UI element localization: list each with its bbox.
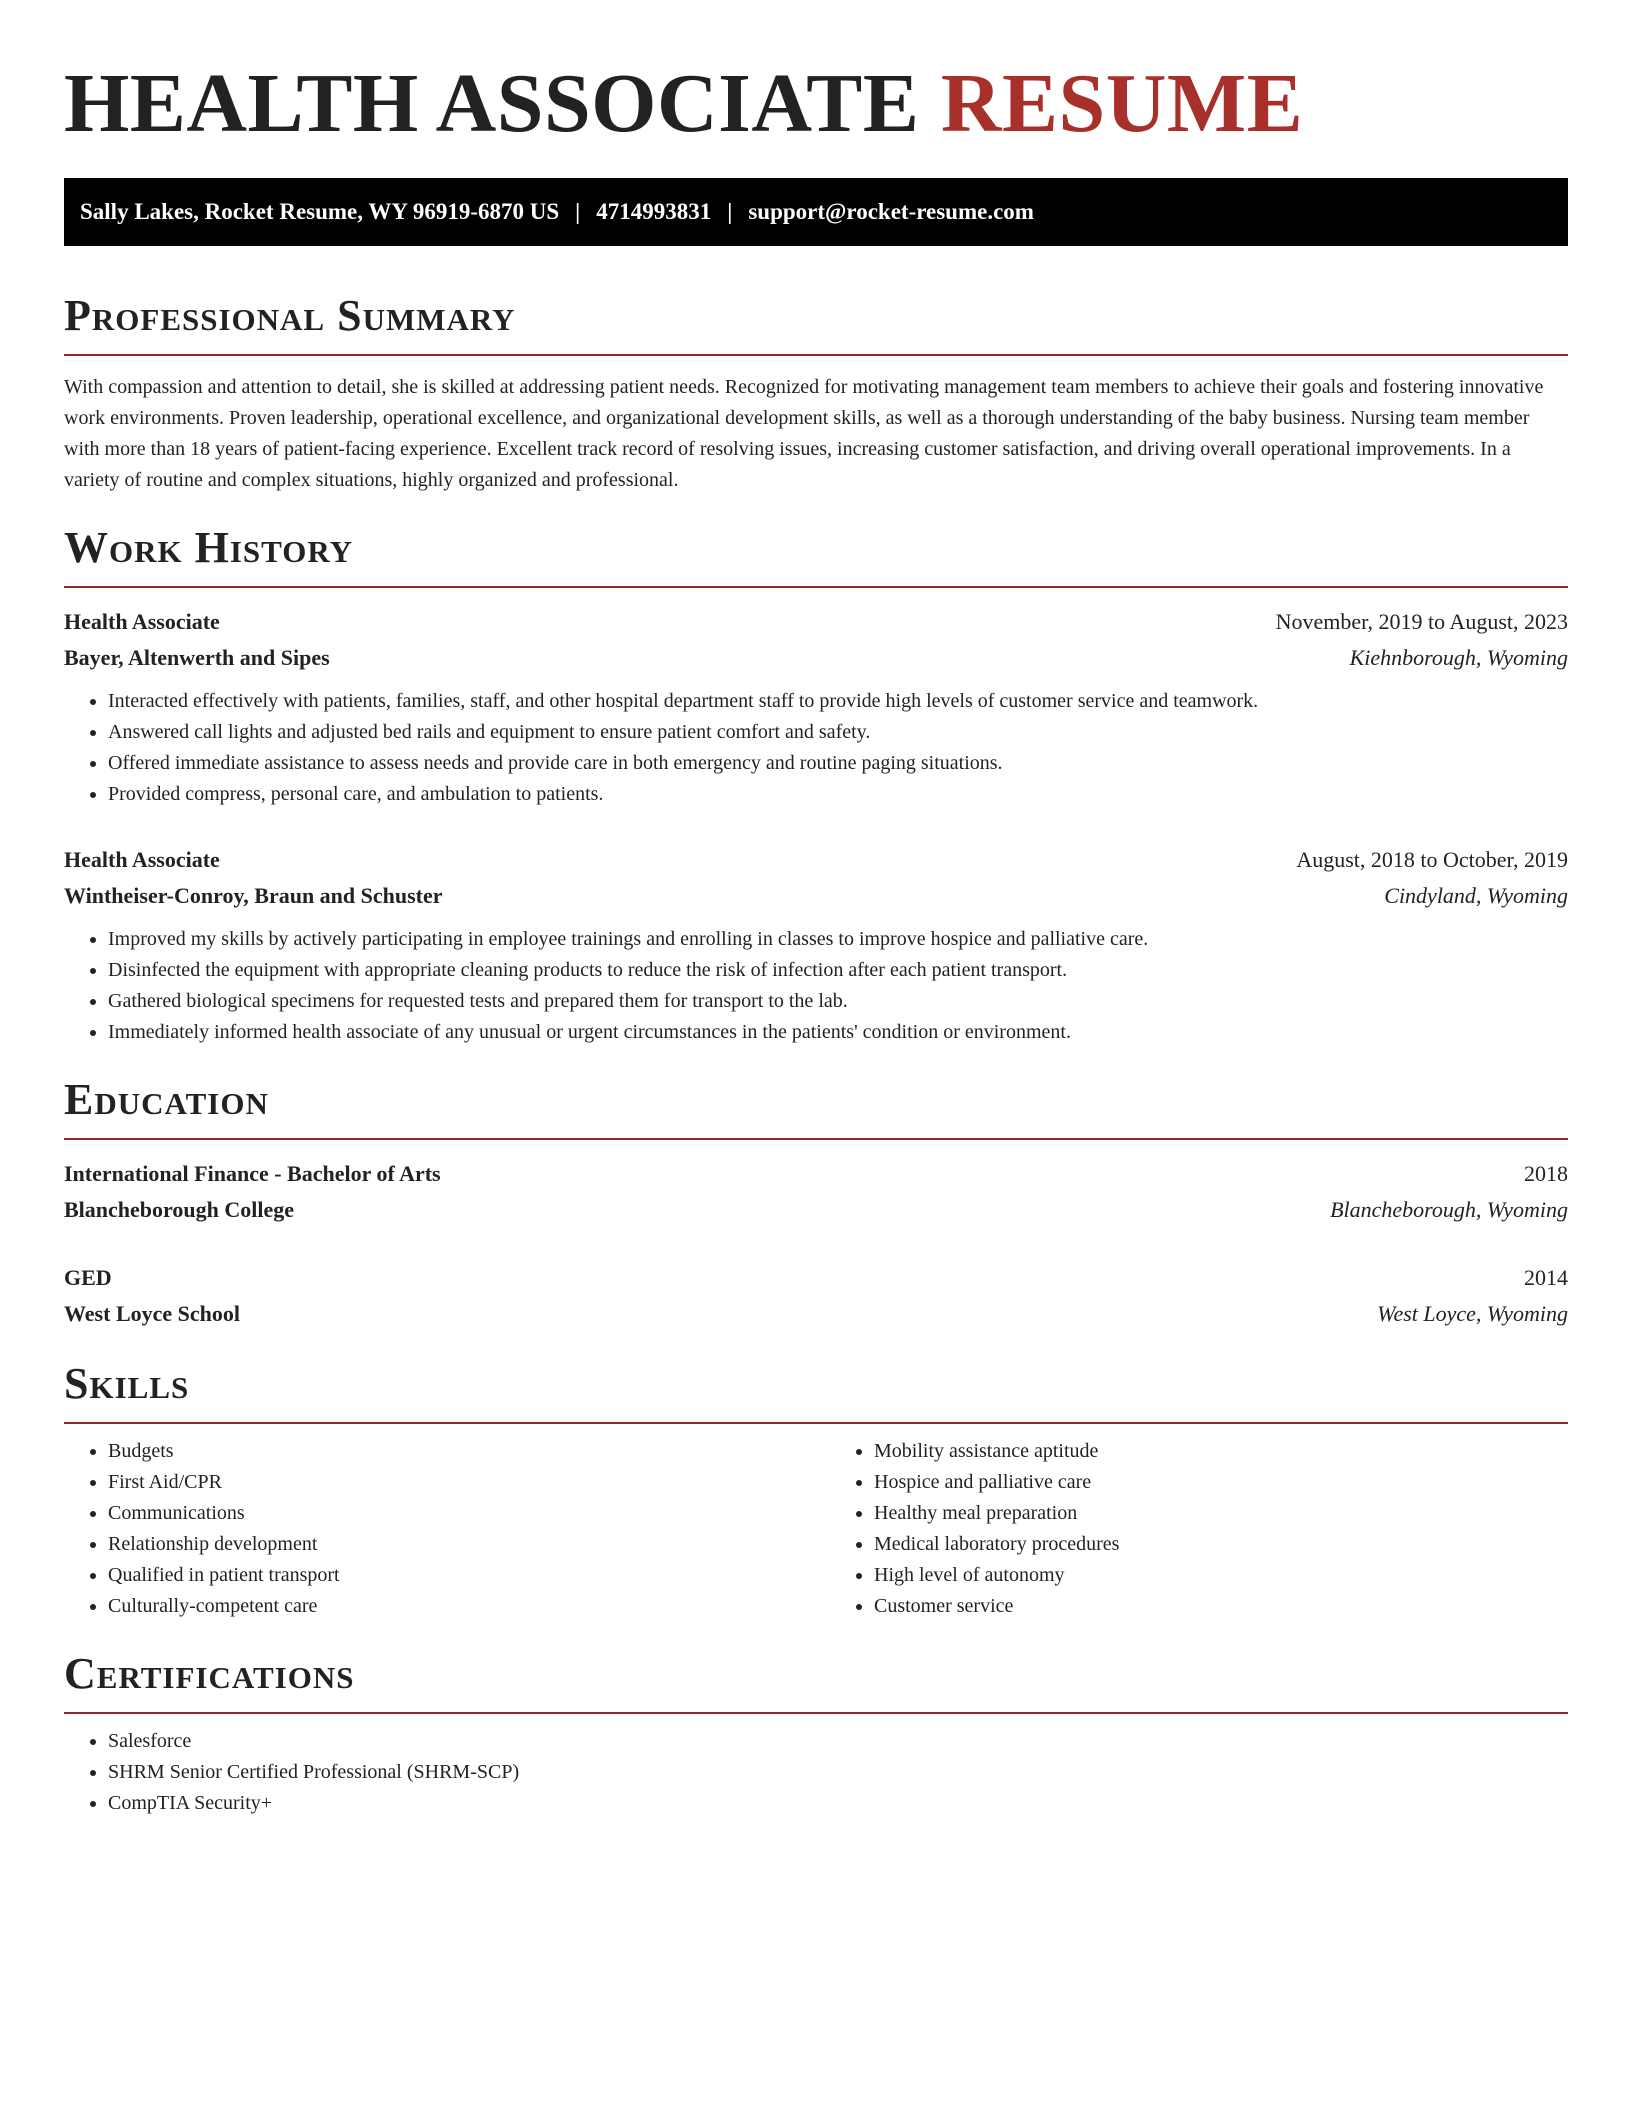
skill-item: • Mobility assistance aptitude	[874, 1436, 1568, 1467]
job-entry	[64, 842, 1568, 1048]
certification-item: • CompTIA Security+	[108, 1788, 1568, 1819]
job-duty: • Interacted effectively with patients, families, staff, and other hospital department staff to provide high levels of customer service and teamwork.	[108, 686, 1568, 717]
job-dates: November, 2019 to August, 2023	[1275, 609, 1568, 634]
job-duty: • Answered call lights and adjusted bed rails and equipment to ensure patient comfort and safety.	[108, 717, 1568, 748]
job-company-row	[64, 640, 1568, 676]
skill-item: • Communications	[108, 1498, 816, 1529]
work-history-section	[64, 522, 1568, 1048]
section-divider	[64, 1422, 1568, 1424]
job-title: Health Associate	[64, 847, 220, 872]
skill-item: • First Aid/CPR	[108, 1467, 816, 1498]
education-school: Blancheborough College	[64, 1197, 295, 1222]
education-location: Blancheborough, Wyoming	[1330, 1197, 1568, 1222]
section-divider	[64, 586, 1568, 588]
certification-item: • Salesforce	[108, 1726, 1568, 1757]
resume-title	[64, 54, 1568, 154]
job-company: Bayer, Altenwerth and Sipes	[64, 645, 330, 670]
contact-address: Sally Lakes, Rocket Resume, WY 96919-6870 US	[80, 199, 560, 224]
job-duty: • Disinfected the equipment with appropriate cleaning products to reduce the risk of infection after each patient transport.	[108, 955, 1568, 986]
summary-text: With compassion and attention to detail, she is skilled at addressing patient needs. Recognized for motivating management team members to achieve their goals and fostering innovative work environments. Proven leadership, operational excellence, and organizational development skills, as well as a thorough understanding of the baby business. Nursing team member with more than 18 years of patient-facing experience. Excellent track record of resolving issues, increasing customer satisfaction, and driving overall operational improvements. In a variety of routine and complex situations, highly organized and professional.	[64, 376, 1544, 491]
skill-item: • Culturally-competent care	[108, 1591, 816, 1622]
education-entry	[64, 1260, 1568, 1332]
skills-list-right	[816, 1436, 1568, 1622]
skill-item: • Customer service	[874, 1591, 1568, 1622]
education-year: 2018	[1524, 1161, 1568, 1186]
certifications-heading: Certifications	[64, 1649, 355, 1698]
section-divider	[64, 354, 1568, 356]
education-section	[64, 1074, 1568, 1332]
education-entry	[64, 1156, 1568, 1228]
job-dates: August, 2018 to October, 2019	[1296, 847, 1568, 872]
education-location: West Loyce, Wyoming	[1377, 1301, 1568, 1326]
job-duties-list	[64, 924, 1568, 1048]
skills-heading: Skills	[64, 1359, 190, 1408]
certifications-section	[64, 1648, 1568, 1819]
skill-item: • Hospice and palliative care	[874, 1467, 1568, 1498]
education-heading: Education	[64, 1075, 269, 1124]
job-duty: • Improved my skills by actively participating in employee trainings and enrolling in classes to improve hospice and palliative care.	[108, 924, 1568, 955]
education-year: 2014	[1524, 1265, 1568, 1290]
skills-grid	[64, 1436, 1568, 1622]
certifications-list	[64, 1726, 1568, 1819]
job-duty: • Immediately informed health associate of any unusual or urgent circumstances in the patients' condition or environment.	[108, 1017, 1568, 1048]
skill-item: • Budgets	[108, 1436, 816, 1467]
job-duty: • Offered immediate assistance to assess needs and provide care in both emergency and routine paging situations.	[108, 748, 1568, 779]
title-accent: RESUME	[940, 57, 1304, 150]
education-degree: GED	[64, 1265, 112, 1290]
job-location: Cindyland, Wyoming	[1384, 883, 1568, 908]
certification-item: • SHRM Senior Certified Professional (SHRM-SCP)	[108, 1757, 1568, 1788]
job-company-row	[64, 878, 1568, 914]
summary-section	[64, 290, 1568, 496]
section-divider	[64, 1712, 1568, 1714]
section-divider	[64, 1138, 1568, 1140]
job-location: Kiehnborough, Wyoming	[1349, 645, 1568, 670]
skill-item: • Healthy meal preparation	[874, 1498, 1568, 1529]
contact-separator: |	[575, 199, 581, 224]
job-entry	[64, 604, 1568, 810]
summary-heading: Professional Summary	[64, 291, 516, 340]
job-title: Health Associate	[64, 609, 220, 634]
skill-item: • High level of autonomy	[874, 1560, 1568, 1591]
education-school-row	[64, 1296, 1568, 1332]
contact-phone: 4714993831	[596, 199, 712, 224]
education-degree-row	[64, 1156, 1568, 1192]
skill-item: • Relationship development	[108, 1529, 816, 1560]
education-school: West Loyce School	[64, 1301, 240, 1326]
education-degree: International Finance - Bachelor of Arts	[64, 1161, 441, 1186]
title-main: HEALTH ASSOCIATE	[64, 57, 920, 150]
education-degree-row	[64, 1260, 1568, 1296]
skill-item: • Qualified in patient transport	[108, 1560, 816, 1591]
contact-bar	[64, 178, 1568, 246]
work-history-heading: Work History	[64, 523, 354, 572]
job-duty: • Gathered biological specimens for requested tests and prepared them for transport to the lab.	[108, 986, 1568, 1017]
skills-section	[64, 1358, 1568, 1622]
contact-email: support@rocket-resume.com	[748, 199, 1034, 224]
contact-separator: |	[727, 199, 733, 224]
job-title-row	[64, 604, 1568, 640]
skill-item: • Medical laboratory procedures	[874, 1529, 1568, 1560]
job-company: Wintheiser-Conroy, Braun and Schuster	[64, 883, 443, 908]
skills-list-left	[64, 1436, 816, 1622]
job-duty: • Provided compress, personal care, and ambulation to patients.	[108, 779, 1568, 810]
job-title-row	[64, 842, 1568, 878]
job-duties-list	[64, 686, 1568, 810]
education-school-row	[64, 1192, 1568, 1228]
